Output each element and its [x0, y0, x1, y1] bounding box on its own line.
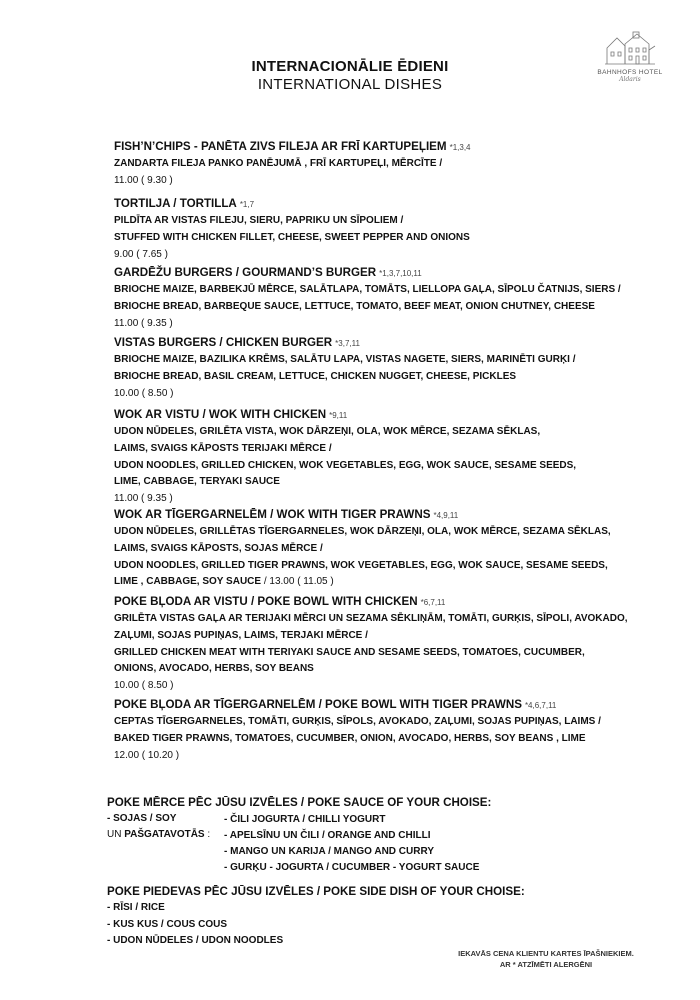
menu-item	[114, 195, 674, 263]
dish-description: PILDĪTA AR VISTAS FILEJU, SIERU, PAPRIKU UN SĪPOLIEM /	[114, 215, 404, 226]
page-title-lv: INTERNACIONĀLIE ĒDIENI	[251, 58, 449, 75]
dish-name: WOK AR TĪGERGARNELĒM / WOK WITH TIGER PRAWNS *4,9,11	[114, 508, 459, 521]
allergen-codes: *1,3,4	[449, 143, 471, 152]
dish-price: 9.00 ( 7.65 )	[114, 248, 168, 260]
menu-item	[114, 506, 674, 591]
sauce-section	[107, 794, 667, 873]
sauce-soy: - SOJAS / SOY	[107, 813, 177, 824]
dish-description: STUFFED WITH CHICKEN FILLET, CHEESE, SWEET PEPPER AND ONIONS	[114, 231, 470, 243]
dish-description: ONIONS, AVOCADO, HERBS, SOY BEANS	[114, 663, 314, 675]
sauce-option: - MANGO UN KARIJA / MANGO AND CURRY	[224, 846, 434, 857]
dish-name: VISTAS BURGERS / CHICKEN BURGER *3,7,11	[114, 336, 360, 349]
dish-name: POKE BĻODA AR TĪGERGARNELĒM / POKE BOWL WITH TIGER PRAWNS *4,6,7,11	[114, 698, 557, 711]
dish-description: BRIOCHE BREAD, BARBEQUE SAUCE, LETTUCE, TOMATO, BEEF MEAT, ONION CHUTNEY, CHEESE	[114, 300, 595, 312]
dish-price: 11.00 ( 9.35 )	[114, 493, 173, 505]
allergen-codes: *4,9,11	[433, 511, 459, 520]
allergen-codes: *1,7	[239, 200, 255, 209]
dish-price: 10.00 ( 8.50 )	[114, 387, 174, 399]
allergen-codes: *4,6,7,11	[524, 701, 557, 710]
side-dish-section	[107, 883, 667, 950]
dish-description: BRIOCHE MAIZE, BAZILIKA KRĒMS, SALĀTU LAPA, VISTAS NAGETE, SIERS, MARINĒTI GURĶI /	[114, 354, 576, 365]
allergen-codes: *6,7,11	[420, 598, 446, 607]
dish-price: 12.00 ( 10.20 )	[114, 749, 180, 761]
sauce-homemade-label: UN PAŠGATAVOTĀS :	[107, 829, 211, 840]
page-title-en: INTERNATIONAL DISHES	[257, 76, 443, 93]
menu-item	[114, 264, 674, 332]
dish-description: LIME, CABBAGE, TERYAKI SAUCE	[114, 476, 280, 488]
dish-description: BAKED TIGER PRAWNS, TOMATOES, CUCUMBER, ONION, AVOCADO, HERBS, SOY BEANS , LIME	[114, 732, 586, 744]
dish-description: ZANDARTA FILEJA PANKO PANĒJUMĀ , FRĪ KARTUPEĻI, MĒRCĪTE /	[114, 158, 443, 169]
dish-description: UDON NŪDELES, GRILĒTA VISTA, WOK DĀRZEŅI, OLA, WOK MĒRCE, SEZAMA SĒKLAS,	[114, 426, 541, 437]
side-dish-item: - RĪSI / RICE	[107, 902, 165, 913]
sauce-option: - ČILI JOGURTA / CHILLI YOGURT	[224, 814, 386, 825]
dish-description: LIME , CABBAGE, SOY SAUCE / 13.00 ( 11.05 )	[114, 576, 334, 588]
menu-item	[114, 334, 674, 402]
footnote-allergen-note: AR * ATZĪMĒTI ALERGĒNI	[499, 960, 593, 969]
sauce-options	[224, 812, 479, 876]
menu-item	[114, 406, 674, 508]
logo-hotel-name: BAHNHOFS HOTEL	[597, 69, 663, 76]
logo-signature: Aldaris	[619, 76, 641, 83]
dish-name: GARDĒŽU BURGERS / GOURMAND’S BURGER *1,3,7,10,11	[114, 266, 422, 279]
dish-description: ZAĻUMI, SOJAS PUPIŅAS, LAIMS, TERJAKI MĒRCE /	[114, 629, 368, 641]
dish-price: 11.00 ( 9.35 )	[114, 317, 173, 329]
dish-description: CEPTAS TĪGERGARNELES, TOMĀTI, GURĶIS, SĪPOLS, AVOKADO, ZAĻUMI, SOJAS PUPIŅAS, LAIMS /	[114, 716, 601, 727]
dish-description: UDON NŪDELES, GRILLĒTAS TĪGERGARNELES, WOK DĀRZEŅI, OLA, WOK MĒRCE, SEZAMA SĒKLAS,	[114, 526, 611, 537]
footnote-price-note: IEKAVĀS CENA KLIENTU KARTES ĪPAŠNIEKIEM.	[458, 949, 634, 958]
dish-description: LAIMS, SVAIGS KĀPOSTS, SOJAS MĒRCE /	[114, 542, 323, 554]
dish-name: POKE BĻODA AR VISTU / POKE BOWL WITH CHICKEN *6,7,11	[114, 595, 446, 608]
allergen-codes: *1,3,7,10,11	[379, 269, 422, 278]
side-dish-item: - UDON NŪDELES / UDON NOODLES	[107, 935, 284, 946]
dish-name: TORTILJA / TORTILLA *1,7	[114, 197, 255, 210]
dish-price: 10.00 ( 8.50 )	[114, 680, 174, 692]
dish-price: / 13.00 ( 11.05 )	[261, 576, 334, 588]
dish-name: WOK AR VISTU / WOK WITH CHICKEN *9,11	[114, 408, 348, 421]
dish-description: LAIMS, SVAIGS KĀPOSTS TERIJAKI MĒRCE /	[114, 442, 332, 454]
allergen-codes: *3,7,11	[335, 339, 360, 348]
dish-price: 11.00 ( 9.30 )	[114, 174, 173, 186]
menu-item	[114, 696, 674, 764]
footnote	[430, 948, 662, 970]
dish-description: BRIOCHE MAIZE, BARBEKJŪ MĒRCE, SALĀTLAPA, TOMĀTS, LIELLOPA GAĻA, SĪPOLU ČATNIJS, SIERS /	[114, 284, 621, 295]
dish-description: UDON NOODLES, GRILLED TIGER PRAWNS, WOK VEGETABLES, EGG, WOK SAUCE, SESAME SEEDS,	[114, 559, 608, 571]
side-dish-title: POKE PIEDEVAS PĒC JŪSU IZVĒLES / POKE SIDE DISH OF YOUR CHOISE:	[107, 885, 525, 898]
menu-item	[114, 593, 674, 695]
sauce-option: - APELSĪNU UN ČILI / ORANGE AND CHILLI	[224, 830, 431, 841]
dish-description: GRILLED CHICKEN MEAT WITH TERIYAKI SAUCE AND SESAME SEEDS, TOMATOES, CUCUMBER,	[114, 646, 585, 658]
dish-description: BRIOCHE BREAD, BASIL CREAM, LETTUCE, CHICKEN NUGGET, CHEESE, PICKLES	[114, 370, 517, 382]
dish-description: UDON NOODLES, GRILLED CHICKEN, WOK VEGETABLES, EGG, WOK SAUCE, SESAME SEEDS,	[114, 459, 577, 471]
allergen-codes: *9,11	[329, 411, 348, 420]
dish-description: GRILĒTA VISTAS GAĻA AR TERIJAKI MĒRCI UN SEZAMA SĒKLIŅĀM, TOMĀTI, GURĶIS, SĪPOLI, AVOKADO,	[114, 613, 628, 624]
dish-name: FISH’N’CHIPS - PANĒTA ZIVS FILEJA AR FRĪ KARTUPEĻIEM *1,3,4	[114, 140, 471, 153]
side-dish-item: - KUS KUS / COUS COUS	[107, 918, 228, 930]
sauce-title: POKE MĒRCE PĒC JŪSU IZVĒLES / POKE SAUCE OF YOUR CHOISE:	[107, 796, 492, 809]
menu-item	[114, 138, 674, 190]
sauce-option: - GURĶU - JOGURTA / CUCUMBER - YOGURT SAUCE	[224, 862, 480, 873]
